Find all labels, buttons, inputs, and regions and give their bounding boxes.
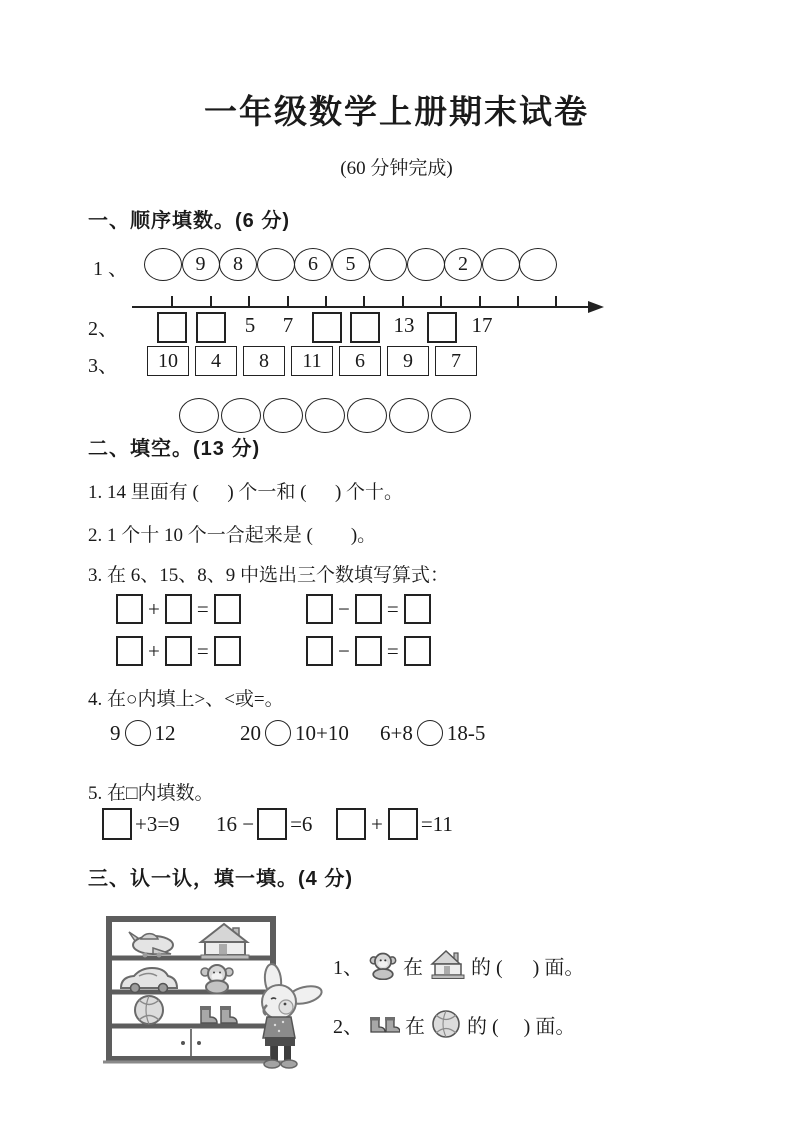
sequence-circle bbox=[369, 248, 407, 281]
sequence-circle bbox=[482, 248, 520, 281]
minus-sign: − bbox=[338, 596, 350, 621]
comparison bbox=[240, 720, 349, 746]
s2q2-text: 2. 1 个十 10 个一合起来是 ( )。 bbox=[88, 525, 377, 546]
page-title: 一年级数学上册期末试卷 bbox=[204, 93, 589, 130]
answer-square bbox=[427, 312, 457, 343]
ball-icon bbox=[430, 1008, 462, 1040]
equation-add bbox=[116, 594, 241, 624]
answer-square bbox=[257, 808, 287, 840]
equation-text: 16 − bbox=[216, 811, 255, 836]
answer-square bbox=[306, 594, 333, 624]
answer-square bbox=[388, 808, 418, 840]
ball-icon bbox=[135, 996, 163, 1024]
compare-left: 20 bbox=[240, 720, 261, 745]
section2-heading: 二、填空。(13 分) bbox=[88, 438, 261, 460]
sequence-circle: 2 bbox=[444, 248, 482, 281]
answer-circle bbox=[125, 720, 151, 746]
equation-text: =11 bbox=[420, 811, 453, 836]
s3-item-1 bbox=[333, 948, 584, 982]
s1q1-label: 1 、 bbox=[93, 258, 128, 280]
equation-add bbox=[116, 636, 241, 666]
number-box: 8 bbox=[243, 346, 285, 376]
empty-circle bbox=[221, 398, 261, 433]
answer-circle bbox=[265, 720, 291, 746]
answer-square bbox=[116, 594, 143, 624]
compare-right: 18-5 bbox=[446, 720, 486, 745]
monkey-doll-icon bbox=[201, 965, 233, 994]
answer-square bbox=[165, 594, 192, 624]
number-box: 10 bbox=[147, 346, 189, 376]
plus-sign: + bbox=[148, 596, 160, 621]
tick-number: 17 bbox=[471, 313, 493, 337]
boots-icon bbox=[200, 1006, 237, 1023]
answer-square bbox=[214, 636, 241, 666]
s2q5-heading: 5. 在□内填数。 bbox=[88, 783, 214, 804]
empty-circle bbox=[389, 398, 429, 433]
tick-number: 13 bbox=[393, 313, 415, 337]
equals-sign: = bbox=[386, 596, 399, 621]
answer-square bbox=[404, 636, 431, 666]
comparison bbox=[110, 720, 176, 746]
item-number: 1、 bbox=[333, 956, 363, 979]
s1q3-box-row bbox=[147, 346, 477, 376]
empty-circle bbox=[431, 398, 471, 433]
s1q2-label: 2、 bbox=[88, 318, 118, 340]
section1-heading: 一、顺序填数。(6 分) bbox=[88, 210, 290, 232]
minus-sign: − bbox=[338, 638, 350, 663]
word-at: 在 bbox=[405, 1015, 425, 1038]
answer-square bbox=[214, 594, 241, 624]
s1q3-empty-circle-row bbox=[179, 398, 473, 433]
number-box: 7 bbox=[435, 346, 477, 376]
s2q1-text: 1. 14 里面有 ( ) 个一和 ( ) 个十。 bbox=[88, 482, 404, 503]
empty-circle bbox=[263, 398, 303, 433]
monkey-doll-icon bbox=[368, 950, 398, 980]
sequence-circle bbox=[257, 248, 295, 281]
equation-text: =6 bbox=[290, 811, 313, 836]
answer-circle bbox=[417, 720, 443, 746]
answer-square bbox=[102, 808, 132, 840]
empty-circle bbox=[305, 398, 345, 433]
compare-right: 12 bbox=[154, 720, 176, 745]
fill-equation bbox=[216, 808, 312, 840]
compare-right: 10+10 bbox=[295, 720, 349, 745]
equals-sign: = bbox=[196, 638, 209, 663]
s2q4-heading: 4. 在○内填上>、<或=。 bbox=[88, 689, 284, 710]
page-subtitle: (60 分钟完成) bbox=[340, 158, 453, 179]
word-at: 在 bbox=[403, 956, 423, 979]
sequence-circle bbox=[144, 248, 182, 281]
equals-sign: = bbox=[386, 638, 399, 663]
answer-square bbox=[196, 312, 226, 343]
answer-square bbox=[306, 636, 333, 666]
answer-square bbox=[404, 594, 431, 624]
compare-left: 6+8 bbox=[380, 720, 413, 745]
empty-circle bbox=[179, 398, 219, 433]
sequence-circle bbox=[407, 248, 445, 281]
item-tail: 的 ( ) 面。 bbox=[467, 1015, 576, 1038]
sequence-circle: 9 bbox=[182, 248, 220, 281]
fill-equation bbox=[102, 808, 180, 840]
number-box: 4 bbox=[195, 346, 237, 376]
s3-item-2 bbox=[333, 1008, 575, 1040]
compare-left: 9 bbox=[110, 720, 121, 745]
car-icon bbox=[121, 968, 177, 993]
rabbit-icon bbox=[262, 963, 323, 1068]
s1q3-label: 3、 bbox=[88, 355, 118, 377]
answer-square bbox=[336, 808, 366, 840]
item-tail: 的 ( ) 面。 bbox=[471, 956, 585, 979]
answer-square bbox=[165, 636, 192, 666]
shelf-scene bbox=[95, 898, 345, 1118]
toy-house-icon bbox=[428, 948, 466, 982]
number-box: 6 bbox=[339, 346, 381, 376]
sequence-circle bbox=[519, 248, 557, 281]
answer-square bbox=[355, 636, 382, 666]
item-number: 2、 bbox=[333, 1015, 363, 1038]
sequence-circle: 8 bbox=[219, 248, 257, 281]
answer-square bbox=[312, 312, 342, 343]
sequence-circle: 6 bbox=[294, 248, 332, 281]
answer-square bbox=[157, 312, 187, 343]
fill-equation bbox=[336, 808, 453, 840]
answer-square bbox=[355, 594, 382, 624]
number-line-items bbox=[0, 310, 793, 346]
plus-sign: + bbox=[371, 811, 383, 836]
toy-house-icon bbox=[201, 924, 249, 959]
comparison bbox=[380, 720, 485, 746]
s2q3-heading: 3. 在 6、15、8、9 中选出三个数填写算式： bbox=[88, 565, 450, 586]
door-knob-icon bbox=[197, 1041, 201, 1045]
boots-icon bbox=[368, 1013, 400, 1035]
empty-circle bbox=[347, 398, 387, 433]
tick-number: 5 bbox=[244, 313, 256, 337]
equation-subtract bbox=[306, 636, 431, 666]
door-knob-icon bbox=[181, 1041, 185, 1045]
number-box: 9 bbox=[387, 346, 429, 376]
sequence-circle: 5 bbox=[332, 248, 370, 281]
equation-text: +3=9 bbox=[135, 811, 180, 836]
equals-sign: = bbox=[196, 596, 209, 621]
equation-subtract bbox=[306, 594, 431, 624]
section3-heading: 三、认一认，填一填。(4 分) bbox=[88, 868, 353, 890]
number-box: 11 bbox=[291, 346, 333, 376]
answer-square bbox=[116, 636, 143, 666]
answer-square bbox=[350, 312, 380, 343]
plus-sign: + bbox=[148, 638, 160, 663]
s1q1-circle-row bbox=[144, 248, 557, 281]
tick-number: 7 bbox=[282, 313, 294, 337]
airplane-icon bbox=[129, 932, 173, 958]
